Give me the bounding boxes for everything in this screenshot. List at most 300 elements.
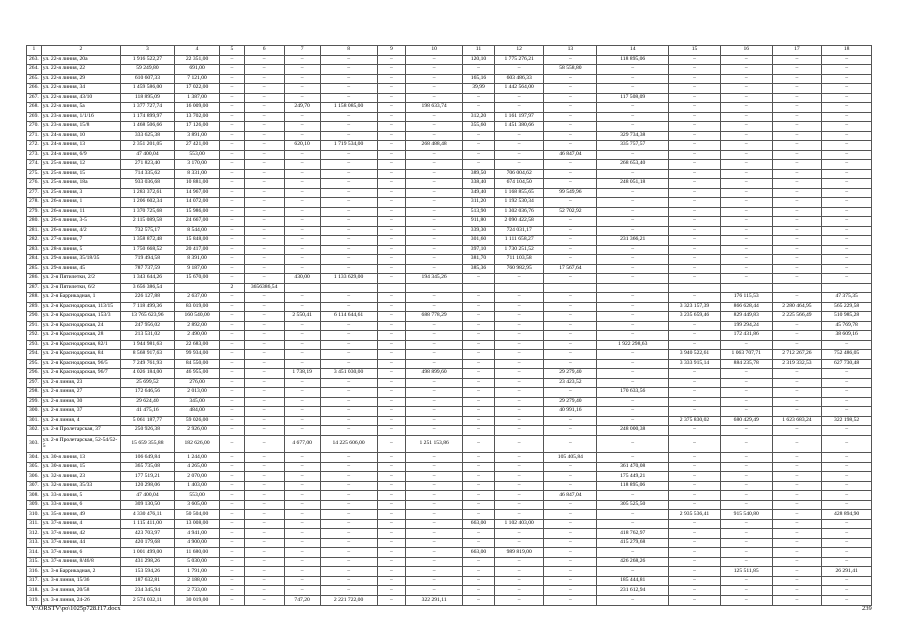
value-cell: – bbox=[494, 500, 544, 510]
value-cell bbox=[597, 283, 669, 293]
row-number-cell: 279. bbox=[27, 207, 42, 217]
value-cell: – bbox=[320, 93, 377, 103]
value-cell: 1 302 036,76 bbox=[494, 207, 544, 217]
value-cell: 1 403,00 bbox=[174, 481, 219, 491]
value-cell: – bbox=[720, 188, 772, 198]
row-number-cell: 278. bbox=[27, 198, 42, 208]
value-cell: – bbox=[463, 538, 495, 548]
value-cell: – bbox=[406, 426, 463, 436]
value-cell: – bbox=[597, 312, 669, 322]
value-cell: – bbox=[494, 462, 544, 472]
address-cell: ул. 25-я линия, 12 bbox=[41, 160, 120, 170]
value-cell: 194 345,26 bbox=[406, 274, 463, 284]
row-number-cell: 309. bbox=[27, 500, 42, 510]
value-cell: – bbox=[772, 557, 822, 567]
value-cell: 1 468 506,66 bbox=[121, 122, 175, 132]
value-cell: – bbox=[597, 274, 669, 284]
value-cell: – bbox=[463, 426, 495, 436]
value-cell: 305 525,50 bbox=[597, 500, 669, 510]
value-cell: 732 575,17 bbox=[121, 226, 175, 236]
value-cell: – bbox=[494, 435, 544, 453]
row-number-cell: 273. bbox=[27, 150, 42, 160]
value-cell: 3 940 522,61 bbox=[669, 350, 721, 360]
value-cell: – bbox=[720, 131, 772, 141]
value-cell: – bbox=[284, 264, 320, 274]
address-cell: ул. 25-я линия, 15 bbox=[41, 169, 120, 179]
value-cell: – bbox=[244, 567, 284, 577]
value-cell: – bbox=[220, 416, 244, 426]
value-cell: – bbox=[377, 378, 406, 388]
value-cell: – bbox=[544, 293, 597, 303]
value-cell: – bbox=[720, 103, 772, 113]
value-cell: 1 168 855,65 bbox=[494, 188, 544, 198]
value-cell: 4 026 184,00 bbox=[121, 369, 175, 379]
value-cell: – bbox=[377, 274, 406, 284]
value-cell: – bbox=[772, 131, 822, 141]
value-cell: – bbox=[220, 576, 244, 586]
value-cell: – bbox=[220, 188, 244, 198]
value-cell: – bbox=[377, 74, 406, 84]
value-cell: – bbox=[720, 500, 772, 510]
value-cell: – bbox=[822, 426, 872, 436]
value-cell: – bbox=[320, 207, 377, 217]
value-cell: 1 719 534,00 bbox=[320, 141, 377, 151]
column-number-header: 15 bbox=[669, 46, 721, 56]
value-cell: – bbox=[720, 340, 772, 350]
value-cell: – bbox=[406, 160, 463, 170]
table-row bbox=[27, 93, 872, 103]
value-cell: 3 333 915,14 bbox=[669, 359, 721, 369]
value-cell: – bbox=[220, 378, 244, 388]
value-cell: – bbox=[284, 302, 320, 312]
address-cell: ул. 24-я линия, 13 bbox=[41, 141, 120, 151]
value-cell: – bbox=[220, 510, 244, 520]
value-cell: – bbox=[822, 519, 872, 529]
value-cell: 15 986,00 bbox=[174, 207, 219, 217]
value-cell bbox=[463, 283, 495, 293]
value-cell: 249,70 bbox=[284, 103, 320, 113]
value-cell: – bbox=[320, 131, 377, 141]
value-cell: – bbox=[669, 491, 721, 501]
value-cell: – bbox=[220, 462, 244, 472]
value-cell: – bbox=[406, 122, 463, 132]
value-cell: – bbox=[544, 198, 597, 208]
table-row bbox=[27, 586, 872, 596]
value-cell: 27 421,00 bbox=[174, 141, 219, 151]
value-cell: – bbox=[220, 236, 244, 246]
column-number-header: 13 bbox=[544, 46, 597, 56]
value-cell: – bbox=[720, 74, 772, 84]
value-cell: 99 549,96 bbox=[544, 188, 597, 198]
value-cell: – bbox=[720, 179, 772, 189]
value-cell: – bbox=[244, 426, 284, 436]
row-number-cell: 305. bbox=[27, 462, 42, 472]
value-cell: – bbox=[244, 321, 284, 331]
value-cell: – bbox=[377, 462, 406, 472]
table-row bbox=[27, 245, 872, 255]
value-cell: – bbox=[669, 207, 721, 217]
value-cell: – bbox=[463, 510, 495, 520]
table-row bbox=[27, 217, 872, 227]
value-cell: 26 291,41 bbox=[822, 567, 872, 577]
value-cell: – bbox=[597, 217, 669, 227]
value-cell: – bbox=[494, 150, 544, 160]
value-cell: – bbox=[772, 340, 822, 350]
value-cell bbox=[377, 283, 406, 293]
value-cell: – bbox=[284, 538, 320, 548]
value-cell: – bbox=[320, 567, 377, 577]
value-cell: – bbox=[822, 65, 872, 75]
row-number-cell: 268. bbox=[27, 103, 42, 113]
row-number-cell: 263. bbox=[27, 55, 42, 65]
value-cell: – bbox=[284, 217, 320, 227]
value-cell: – bbox=[377, 226, 406, 236]
row-number-cell: 313. bbox=[27, 538, 42, 548]
value-cell: 1 283 372,61 bbox=[121, 188, 175, 198]
value-cell: – bbox=[220, 407, 244, 417]
column-number-header: 3 bbox=[121, 46, 175, 56]
value-cell: 338,40 bbox=[463, 179, 495, 189]
value-cell: – bbox=[669, 519, 721, 529]
value-cell: – bbox=[463, 472, 495, 482]
address-cell: ул. 3-я линия, 15/36 bbox=[41, 576, 120, 586]
value-cell: – bbox=[720, 226, 772, 236]
value-cell: – bbox=[544, 255, 597, 265]
value-cell: – bbox=[669, 331, 721, 341]
value-cell: – bbox=[822, 407, 872, 417]
table-row bbox=[27, 331, 872, 341]
value-cell: 46 955,00 bbox=[174, 369, 219, 379]
address-cell: ул. 2-я Пролетарская, 52-54/52-5 bbox=[41, 435, 120, 453]
value-cell: – bbox=[220, 331, 244, 341]
column-number-header: 5 bbox=[220, 46, 244, 56]
row-number-cell: 307. bbox=[27, 481, 42, 491]
row-number-cell: 270. bbox=[27, 122, 42, 132]
address-cell: ул. 29-я линия, 35/18/35 bbox=[41, 255, 120, 265]
value-cell: – bbox=[220, 226, 244, 236]
value-cell: – bbox=[669, 93, 721, 103]
row-number-cell: 310. bbox=[27, 510, 42, 520]
value-cell: – bbox=[406, 245, 463, 255]
value-cell: – bbox=[377, 198, 406, 208]
table-row bbox=[27, 150, 872, 160]
value-cell: – bbox=[244, 179, 284, 189]
value-cell: – bbox=[544, 510, 597, 520]
table-row bbox=[27, 131, 872, 141]
row-number-cell: 301. bbox=[27, 416, 42, 426]
value-cell: – bbox=[320, 198, 377, 208]
value-cell: 24 667,00 bbox=[174, 217, 219, 227]
value-cell: – bbox=[220, 198, 244, 208]
row-number-cell: 265. bbox=[27, 74, 42, 84]
value-cell: – bbox=[822, 557, 872, 567]
value-cell: – bbox=[597, 491, 669, 501]
value-cell: 311,20 bbox=[463, 198, 495, 208]
value-cell: – bbox=[244, 122, 284, 132]
address-cell: ул. 23-я линия, 15/8 bbox=[41, 122, 120, 132]
value-cell: – bbox=[220, 548, 244, 558]
value-cell: – bbox=[406, 74, 463, 84]
value-cell: 10 881,00 bbox=[174, 179, 219, 189]
value-cell: – bbox=[220, 255, 244, 265]
value-cell: 3 891,00 bbox=[174, 131, 219, 141]
value-cell: – bbox=[772, 519, 822, 529]
value-cell: – bbox=[720, 369, 772, 379]
value-cell: – bbox=[597, 453, 669, 463]
value-cell: – bbox=[244, 350, 284, 360]
value-cell: – bbox=[597, 169, 669, 179]
value-cell: 2 926,00 bbox=[174, 426, 219, 436]
column-number-header: 14 bbox=[597, 46, 669, 56]
value-cell: – bbox=[377, 491, 406, 501]
address-cell: ул. 2-я Краснодарская, 96/5 bbox=[41, 359, 120, 369]
value-cell: – bbox=[597, 397, 669, 407]
value-cell: 1 370 725,68 bbox=[121, 207, 175, 217]
value-cell: 1 063 707,71 bbox=[720, 350, 772, 360]
value-cell: – bbox=[822, 217, 872, 227]
value-cell: 312,20 bbox=[463, 112, 495, 122]
value-cell: – bbox=[406, 236, 463, 246]
value-cell: 30 019,00 bbox=[174, 595, 219, 605]
value-cell: – bbox=[406, 84, 463, 94]
column-number-header: 18 bbox=[822, 46, 872, 56]
value-cell: 911,80 bbox=[463, 217, 495, 227]
address-cell: ул. 37-я линия, 8/46/8 bbox=[41, 557, 120, 567]
value-cell: – bbox=[544, 321, 597, 331]
value-cell: – bbox=[494, 586, 544, 596]
table-row bbox=[27, 321, 872, 331]
value-cell: 3 170,00 bbox=[174, 160, 219, 170]
value-cell: – bbox=[377, 150, 406, 160]
value-cell: – bbox=[377, 369, 406, 379]
value-cell: – bbox=[669, 236, 721, 246]
address-cell: ул. 24-я линия, 6/9 bbox=[41, 150, 120, 160]
value-cell: – bbox=[244, 548, 284, 558]
value-cell: – bbox=[406, 188, 463, 198]
value-cell: – bbox=[494, 388, 544, 398]
value-cell: – bbox=[772, 255, 822, 265]
value-cell: – bbox=[597, 226, 669, 236]
value-cell: – bbox=[320, 519, 377, 529]
value-cell: – bbox=[494, 378, 544, 388]
value-cell: – bbox=[772, 388, 822, 398]
value-cell: 663,00 bbox=[463, 519, 495, 529]
value-cell: – bbox=[720, 586, 772, 596]
table-row bbox=[27, 160, 872, 170]
value-cell: 1 161 197,97 bbox=[494, 112, 544, 122]
value-cell: – bbox=[220, 84, 244, 94]
value-cell: 105 405,84 bbox=[544, 453, 597, 463]
value-cell: – bbox=[822, 122, 872, 132]
value-cell: – bbox=[220, 264, 244, 274]
address-cell: ул. 22-я линия, 43/10 bbox=[41, 93, 120, 103]
value-cell: – bbox=[669, 131, 721, 141]
value-cell: – bbox=[720, 538, 772, 548]
value-cell: – bbox=[377, 207, 406, 217]
value-cell: 2 351 201,05 bbox=[121, 141, 175, 151]
value-cell: – bbox=[544, 481, 597, 491]
address-cell: ул. 22-я линия, 5а bbox=[41, 103, 120, 113]
value-cell: 13 702,00 bbox=[174, 112, 219, 122]
value-cell: 322 291,11 bbox=[406, 595, 463, 605]
value-cell: – bbox=[463, 302, 495, 312]
address-cell: ул. 22-я линия, 34 bbox=[41, 84, 120, 94]
value-cell: – bbox=[669, 340, 721, 350]
value-cell: 2 090 422,58 bbox=[494, 217, 544, 227]
value-cell: – bbox=[406, 55, 463, 65]
value-cell: – bbox=[494, 340, 544, 350]
value-cell: – bbox=[244, 245, 284, 255]
value-cell: – bbox=[220, 103, 244, 113]
value-cell: – bbox=[822, 548, 872, 558]
value-cell: – bbox=[244, 378, 284, 388]
value-cell: – bbox=[320, 255, 377, 265]
value-cell: – bbox=[720, 198, 772, 208]
column-number-header: 10 bbox=[406, 46, 463, 56]
value-cell: 125 511,85 bbox=[720, 567, 772, 577]
value-cell: – bbox=[320, 481, 377, 491]
value-cell: – bbox=[320, 462, 377, 472]
value-cell: – bbox=[772, 169, 822, 179]
value-cell: 3 451 030,00 bbox=[320, 369, 377, 379]
address-cell: ул. 30-я линия, 15 bbox=[41, 462, 120, 472]
value-cell: – bbox=[320, 416, 377, 426]
value-cell: – bbox=[320, 84, 377, 94]
value-cell: 1 102 403,00 bbox=[494, 519, 544, 529]
value-cell: – bbox=[597, 519, 669, 529]
table-row bbox=[27, 472, 872, 482]
value-cell: – bbox=[822, 255, 872, 265]
value-cell: 59 026,00 bbox=[174, 416, 219, 426]
column-number-header: 2 bbox=[41, 46, 120, 56]
value-cell: – bbox=[772, 369, 822, 379]
value-cell: – bbox=[377, 472, 406, 482]
value-cell: – bbox=[772, 453, 822, 463]
value-cell: – bbox=[494, 472, 544, 482]
value-cell: – bbox=[597, 350, 669, 360]
value-cell: – bbox=[669, 103, 721, 113]
value-cell: – bbox=[284, 236, 320, 246]
value-cell: – bbox=[822, 397, 872, 407]
value-cell: – bbox=[544, 557, 597, 567]
column-number-header: 17 bbox=[772, 46, 822, 56]
value-cell: – bbox=[320, 122, 377, 132]
value-cell: – bbox=[220, 388, 244, 398]
value-cell: – bbox=[244, 435, 284, 453]
value-cell: – bbox=[377, 312, 406, 322]
value-cell: – bbox=[720, 462, 772, 472]
value-cell: – bbox=[669, 538, 721, 548]
address-cell: ул. 2-я линия, 27 bbox=[41, 388, 120, 398]
value-cell: 989 819,00 bbox=[494, 548, 544, 558]
value-cell: 333 625,38 bbox=[121, 131, 175, 141]
value-cell: – bbox=[669, 586, 721, 596]
value-cell: – bbox=[822, 160, 872, 170]
value-cell: – bbox=[463, 462, 495, 472]
value-cell: – bbox=[406, 359, 463, 369]
value-cell: 1 111 658,27 bbox=[494, 236, 544, 246]
value-cell: 29 279,40 bbox=[544, 397, 597, 407]
value-cell: 15 670,00 bbox=[174, 274, 219, 284]
value-cell: – bbox=[220, 302, 244, 312]
value-cell: 22 683,00 bbox=[174, 340, 219, 350]
address-cell: ул. 24-я линия, 10 bbox=[41, 131, 120, 141]
value-cell: – bbox=[220, 274, 244, 284]
value-cell: – bbox=[406, 93, 463, 103]
value-cell: 1 206 602,34 bbox=[121, 198, 175, 208]
value-cell: 17 022,00 bbox=[174, 84, 219, 94]
value-cell: – bbox=[377, 122, 406, 132]
column-number-header: 6 bbox=[244, 46, 284, 56]
value-cell: – bbox=[544, 340, 597, 350]
value-cell: – bbox=[284, 93, 320, 103]
column-number-header: 12 bbox=[494, 46, 544, 56]
value-cell: – bbox=[463, 369, 495, 379]
value-cell: 172 646,56 bbox=[121, 388, 175, 398]
value-cell: – bbox=[597, 245, 669, 255]
value-cell: – bbox=[320, 293, 377, 303]
value-cell: – bbox=[220, 245, 244, 255]
value-cell: – bbox=[720, 150, 772, 160]
value-cell: – bbox=[463, 407, 495, 417]
value-cell: – bbox=[822, 131, 872, 141]
value-cell: – bbox=[244, 302, 284, 312]
address-cell: ул. 2-я линия, 23 bbox=[41, 378, 120, 388]
value-cell: – bbox=[669, 567, 721, 577]
value-cell: – bbox=[377, 416, 406, 426]
value-cell: 248 051,18 bbox=[597, 179, 669, 189]
value-cell: – bbox=[720, 207, 772, 217]
value-cell: – bbox=[720, 112, 772, 122]
value-cell: – bbox=[244, 112, 284, 122]
value-cell: – bbox=[244, 576, 284, 586]
value-cell: 553,00 bbox=[174, 491, 219, 501]
footer-file-path: Y:\ORSTV\po\1025p728.f17.docx bbox=[31, 605, 121, 612]
value-cell: 23 423,52 bbox=[544, 378, 597, 388]
value-cell: – bbox=[544, 500, 597, 510]
value-cell: 160 540,00 bbox=[174, 312, 219, 322]
value-cell: 22 351,00 bbox=[174, 55, 219, 65]
value-cell: 45 769,78 bbox=[822, 321, 872, 331]
value-cell: – bbox=[597, 510, 669, 520]
value-cell: – bbox=[772, 548, 822, 558]
value-cell: – bbox=[822, 141, 872, 151]
value-cell: – bbox=[377, 567, 406, 577]
value-cell: 513,90 bbox=[463, 207, 495, 217]
value-cell: 276,00 bbox=[174, 378, 219, 388]
value-cell: 1 244,00 bbox=[174, 453, 219, 463]
value-cell: – bbox=[463, 141, 495, 151]
value-cell: – bbox=[406, 131, 463, 141]
value-cell: – bbox=[822, 103, 872, 113]
value-cell: – bbox=[822, 55, 872, 65]
value-cell: – bbox=[320, 500, 377, 510]
value-cell: – bbox=[494, 321, 544, 331]
value-cell: – bbox=[720, 169, 772, 179]
value-cell: – bbox=[822, 245, 872, 255]
value-cell: – bbox=[320, 331, 377, 341]
value-cell: – bbox=[406, 226, 463, 236]
column-number-header: 11 bbox=[463, 46, 495, 56]
value-cell: – bbox=[244, 359, 284, 369]
value-cell: – bbox=[597, 407, 669, 417]
row-number-cell: 298. bbox=[27, 388, 42, 398]
value-cell: 25 699,52 bbox=[121, 378, 175, 388]
value-cell: – bbox=[220, 169, 244, 179]
value-cell: – bbox=[669, 378, 721, 388]
value-cell: – bbox=[544, 416, 597, 426]
value-cell: – bbox=[669, 548, 721, 558]
